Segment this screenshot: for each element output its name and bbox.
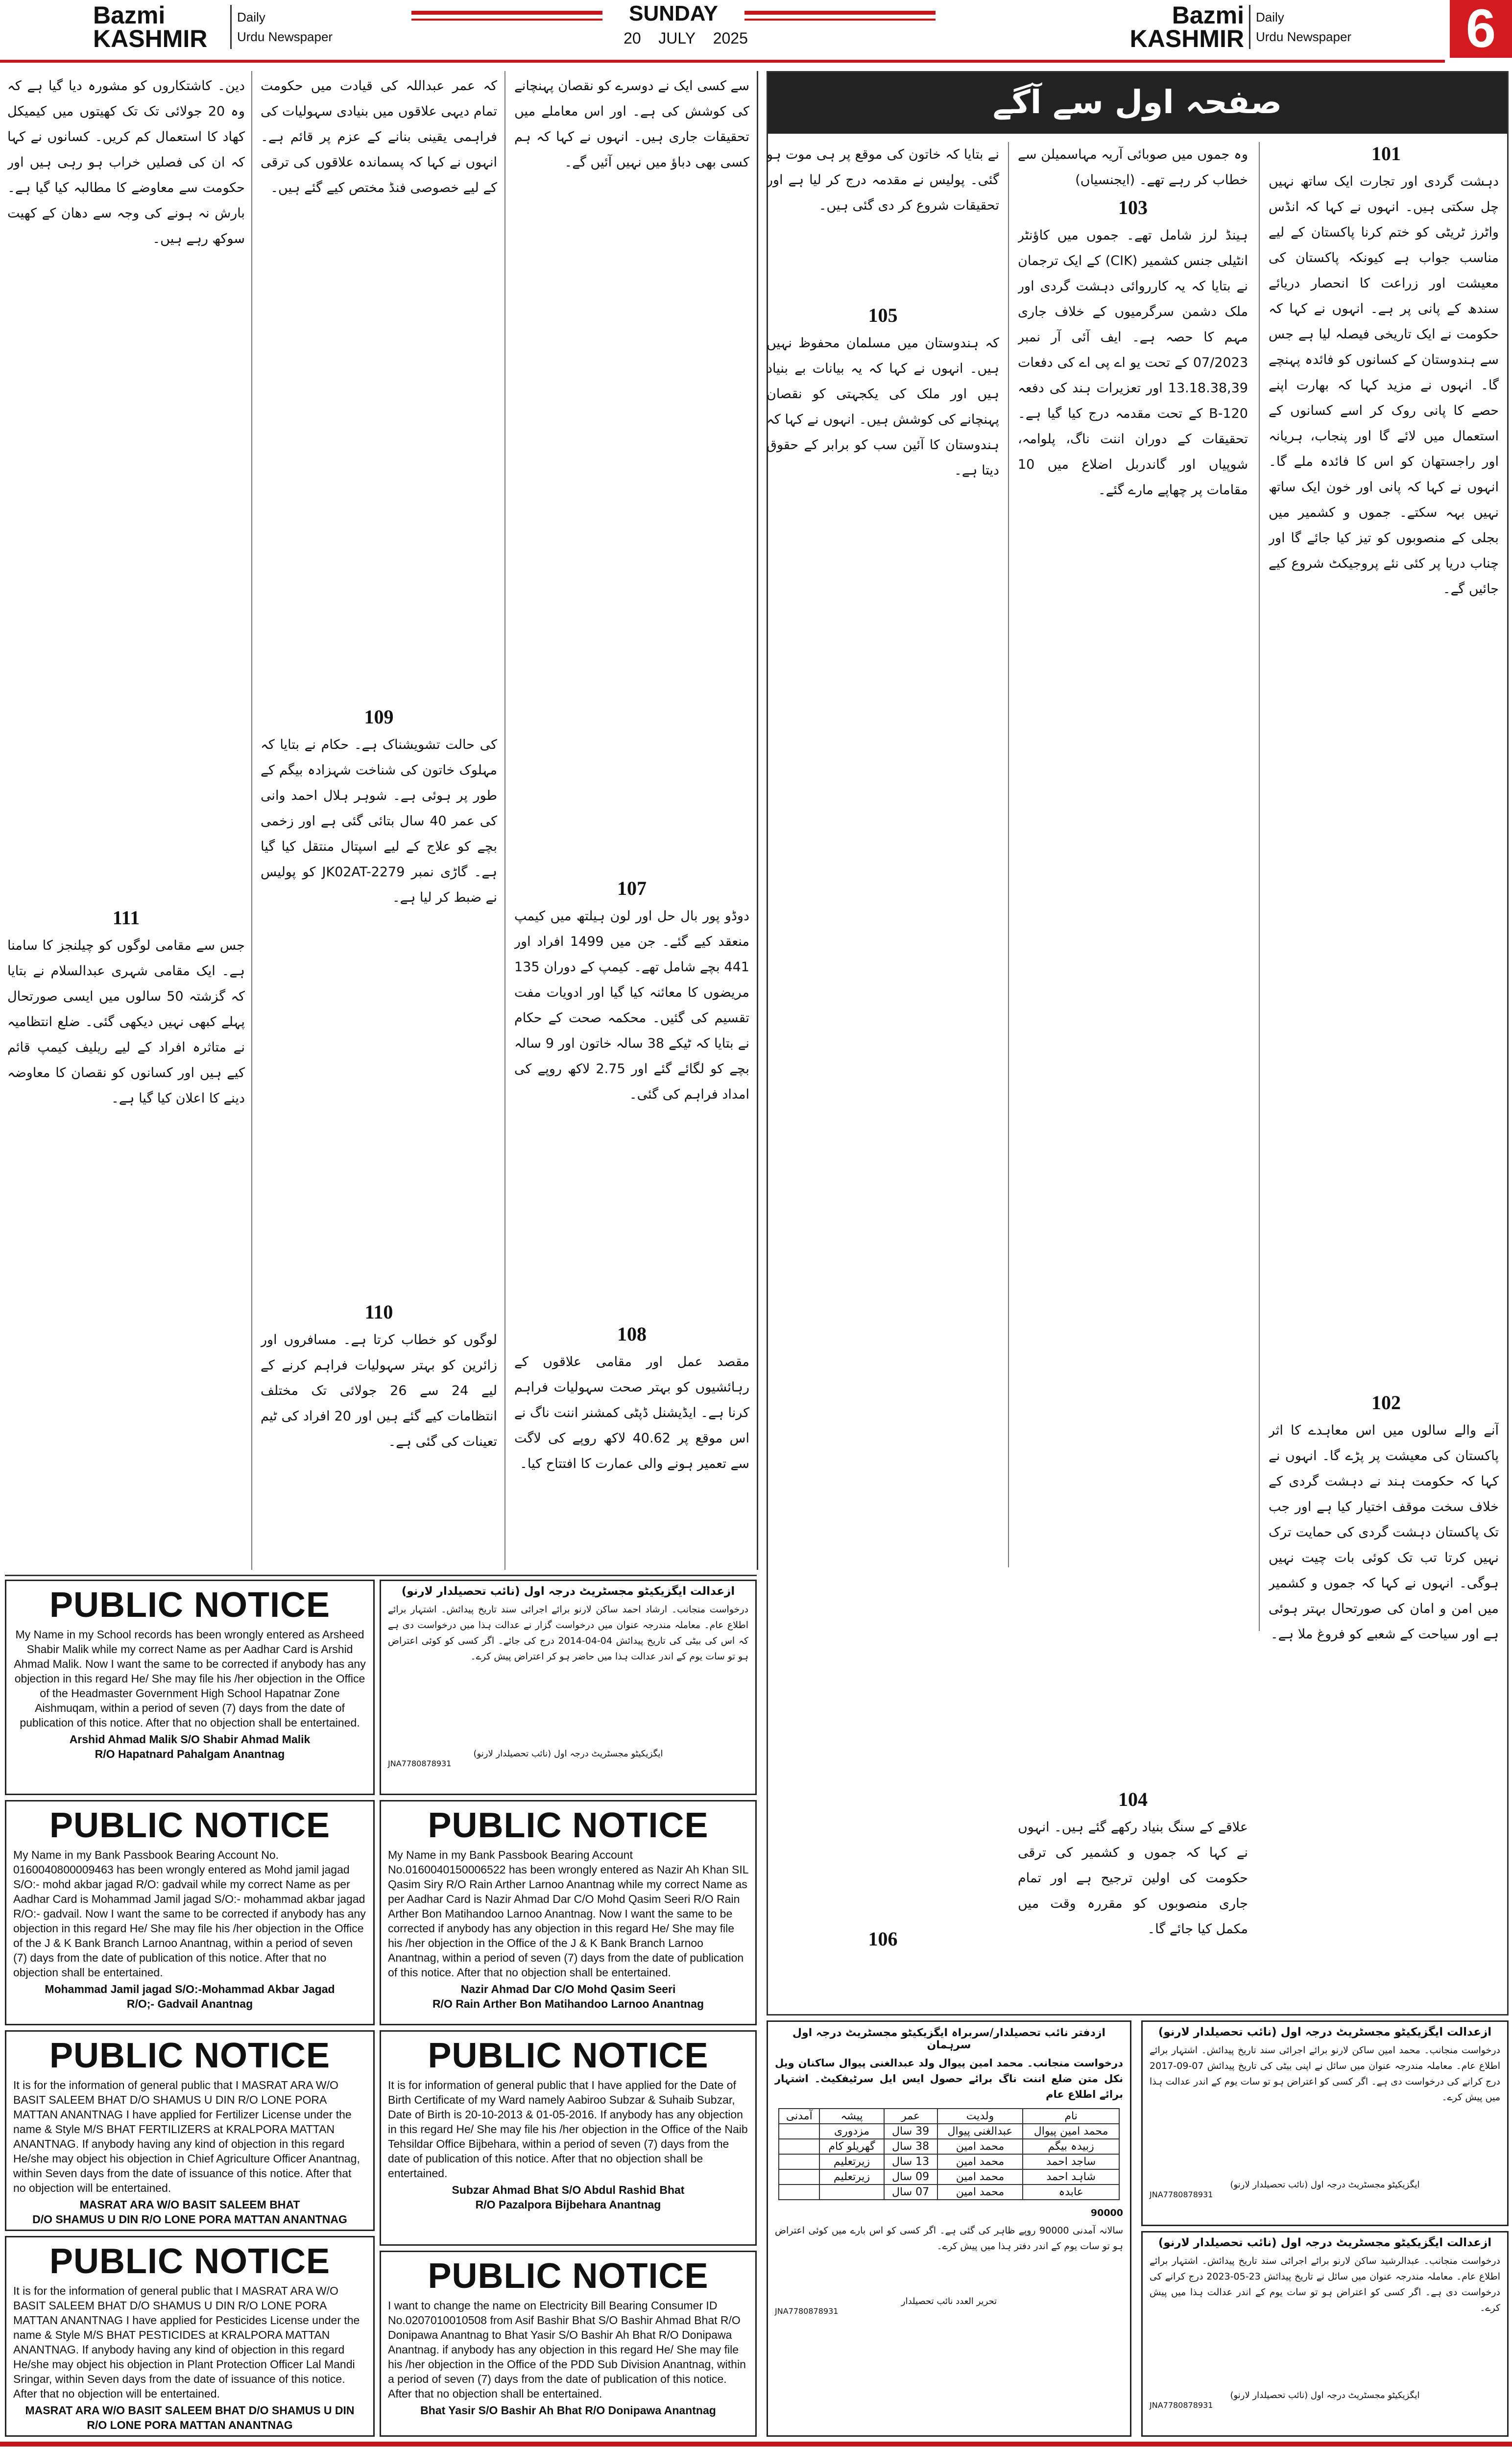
masthead-rule	[0, 60, 1445, 63]
table-cell: گھریلو کام	[819, 2139, 884, 2154]
table-cell: زبیدہ بیگم	[1023, 2139, 1119, 2154]
table-cell: محمد امین	[937, 2139, 1023, 2154]
public-notice-signatory: Arshid Ahmad Malik S/O Shabir Ahmad Malik	[69, 1733, 311, 1746]
right-brand-line1: Bazmi	[1172, 1, 1244, 29]
story-109-text: کی حالت تشویشناک ہے۔ حکام نے بتایا کہ مہلوک خاتون کی شناخت شہزادہ بیگم کے طور پر ہوئی ہے۔ شوہر ہلال احمد وانی کی عمر 40 سال بتائی گئی ہے اور زخمی بچے کو علاج کے لیے اسپتال منتقل کیا گیا ہے۔ گاڑی نمبر JK02AT-2279 کو پولیس نے ضبط کر لیا ہے۔	[261, 737, 497, 905]
right-tag-daily: Daily	[1256, 10, 1284, 24]
story-103-lead: وہ جموں میں صوبائی آریہ مہاسمیلن سے خطاب کر رہے تھے۔ (ایجنسیاں)	[1018, 147, 1248, 188]
masthead-left-bar	[411, 11, 602, 15]
left-brand-line1: Bazmi	[93, 1, 166, 29]
court-notice-body: درخواست منجانب۔ عبدالرشید ساکن لارنو برائے اجرائی سند تاریخ پیدائش۔ اشتہار برائے اطلاع عام۔ معاملہ مندرجہ عنوان میں سائل نے تاریخ پیدائش 23-05-2023 درج کرانے کی درخواست دی ہے۔ اگر کسی کو اعتراض ہو تو سات یوم کے اندر عدالت ہذا میں پیش کرے۔	[1150, 2256, 1500, 2313]
left-brand-divider	[230, 5, 232, 49]
table-row	[779, 2139, 1119, 2154]
day-label: SUNDAY	[629, 1, 718, 25]
public-notice-signatory: MASRAT ARA W/O BASIT SALEEM BHAT	[79, 2198, 300, 2211]
date-month: JULY	[658, 29, 696, 47]
court-notice-code: JNA7780878931	[1150, 2401, 1213, 2410]
court-notice-1	[380, 1580, 757, 1795]
story-number-105: 105	[868, 304, 898, 326]
court-notice-footer: تحریر العدد نائب تحصیلدار	[901, 2296, 997, 2306]
column-rule	[757, 71, 758, 1570]
public-notice-body: My Name in my Bank Passbook Bearing Account No. 0160040800009463 has been wrongly entered as Mohd jamil jagad S/O:- mohd akbar jagad R/O: gadvail while my correct Name as per Aadhar Card is Mohammad Jamil jagad S/O:- mohammad akbar jagad R/O:- gadvail. Now I want the same to be corrected if anybody has any objection in this regard He/ She may file his /her objection in the Office of the J & K Bank Branch Larnoo Anantnag, within a period of seven (7) days from the date of publication of this notice. After that no objection shall be entertained.	[13, 1849, 366, 1979]
table-cell: شاہد احمد	[1023, 2169, 1119, 2185]
court-notice-body: درخواست منجانب۔ ارشاد احمد ساکن لارنو برائے اجرائی سند تاریخ پیدائش۔ اشتہار برائے اطلاع عام۔ معاملہ مندرجہ عنوان میں درخواست گزار نے عدالت ہذا میں درخواست دی ہے کہ اس کی بیٹی کی تاریخ پیدائش 04-04-2014 درج کی جائے۔ اگر کسی کو کوئی اعتراض ہو تو سات یوم کے اندر عدالت ہذا میں حاضر ہو کر اعتراض پیش کرے۔	[388, 1604, 748, 1662]
court-notice-subheading: درخواست منجانب۔ محمد امین پیوال ولد عبدالغنی پیوال ساکنان ویل نکل متن ضلع اننت ناگ برائے حصول ایس ایل سرٹیفکیٹ۔ اشتہار برائے اطلاع عام	[775, 2057, 1123, 2100]
public-notice-title: PUBLIC NOTICE	[428, 1806, 709, 1845]
public-notice-address: R/O LONE PORA MATTAN ANANTNAG	[87, 2419, 293, 2431]
public-notice-body: It is for information of general public that I have applied for the Date of Birth Certificate of my Ward namely Aabiroo Subzar & Suhaib Subzar, Date of Birth is 20-10-2013 & 01-05-2016. If anybody has any objection in this regard He/ She may file his /her objection in the Office of the Naib Tehsildar Office Bijbehara, within a period of seven (7) days from the date of publication of this notice. After that no objection shall be entertained.	[388, 2079, 748, 2180]
public-notice-title: PUBLIC NOTICE	[49, 1806, 330, 1845]
story-number-104: 104	[1118, 1788, 1148, 1810]
footer-rule	[0, 2442, 1512, 2447]
public-notice-4	[5, 2236, 375, 2437]
column-rule	[251, 71, 252, 1570]
table-cell: محمد امین	[937, 2185, 1023, 2200]
story-111-text: جس سے مقامی لوگوں کو چیلنجز کا سامنا ہے۔ ایک مقامی شہری عبدالسلام نے بتایا کہ گزشتہ 50 سالوں میں ایسی صورتحال پہلے کبھی نہیں دیکھی گئی۔ ضلع انتظامیہ نے متاثرہ افراد کے لیے ریلیف کیمپ قائم کیے ہیں اور کسانوں کو نقصان کا معاوضہ دینے کا اعلان کیا گیا ہے۔	[7, 938, 245, 1106]
story-number-108: 108	[617, 1323, 647, 1345]
table-cell	[819, 2185, 884, 2200]
court-notice-income	[775, 2205, 1123, 2221]
masthead-right-bar	[744, 11, 936, 15]
public-notice-address: R/O;- Gadvail Anantnag	[126, 1997, 253, 2010]
public-notice-title: PUBLIC NOTICE	[49, 1585, 330, 1625]
table-cell: 38 سال	[884, 2139, 937, 2154]
public-notice-signatory: Mohammad Jamil jagad S/O:-Mohammad Akbar Jagad	[45, 1983, 335, 1995]
public-notice-body: It is for the information of general public that I MASRAT ARA W/O BASIT SALEEM BHAT D/O SHAMUS U DIN R/O LONE PORA MATTAN ANANTNAG I have applied for Pesticides License under the name & Style M/S BHAT PESTICIDES at KRALPORA MATTAN ANANTNAG. If anybody having any kind of objection in this regard He/she may object his objection in Plant Protection Officer Lal Mandi Sringar, within Seven days from the date of issuance of this notice. After that no objection will be entertained.	[13, 2284, 360, 2400]
table-header-cell: پیشہ	[819, 2109, 884, 2124]
public-notice-title: PUBLIC NOTICE	[49, 2242, 330, 2281]
section-banner: صفحہ اول سے آگے	[768, 71, 1507, 134]
public-notice-body: It is for the information of general public that I MASRAT ARA W/O BASIT SALEEM BHAT D/O SHAMUS U DIN R/O LONE PORA MATTAN ANANTNAG I have applied for Fertilizer License under the name & Style M/S BHAT FERTILIZERS at KRALPORA MATTAN ANANTNAG. If anybody having any kind of objection in this regard He/she may object his objection in Chief Agriculture Officer Anantnag, within Seven days from the date of issuance of this notice. After that no objection will be entertained.	[13, 2079, 360, 2194]
court-notice-footer: ایگزیکیٹو مجسٹریٹ درجہ اول (نائب تحصیلدار لارنو)	[1230, 2180, 1420, 2190]
court-notice-code: JNA7780878931	[775, 2306, 839, 2316]
left-tag-daily: Daily	[237, 10, 265, 24]
story-101-text: دہشت گردی اور تجارت ایک ساتھ نہیں چل سکتی ہیں۔ انہوں نے کہا کہ انڈس واٹرز ٹریٹی کو ختم کرنا پاکستان کے لیے مناسب جواب ہے کیونکہ پاکستان کی معیشت اور زراعت کا انحصار دریائے سندھ کے پانی پر ہے۔ انہوں نے کہا کہ حکومت نے ایک تاریخی فیصلہ لیا ہے جس سے ہندوستان کے کسانوں کو فائدہ پہنچے گا۔ انہوں نے مزید کہا کہ بھارت اپنے حصے کا پانی روک کر اسے کسانوں کے استعمال میں لائے گا اور پنجاب، ہریانہ اور راجستھان کو اس کا فائدہ ملے گا۔ انہوں نے کہا کہ پانی اور خون ایک ساتھ نہیں بہہ سکتے۔ جموں و کشمیر میں بجلی کے منصوبوں کو تیز کیا جائے گا اور چناب دریا پر کئی نئے پروجیکٹ شروع کیے جائیں گے۔	[1269, 174, 1499, 597]
public-notice-signatory: Subzar Ahmad Bhat S/O Abdul Rashid Bhat	[452, 2184, 685, 2196]
table-cell: محمد امین	[937, 2154, 1023, 2169]
story-number-101: 101	[1371, 143, 1401, 165]
court-notice-body: درخواست منجانب۔ محمد امین ساکن لارنو برائے اجرائی سند تاریخ پیدائش۔ اشتہار برائے اطلاع عام۔ معاملہ مندرجہ عنوان میں سائل نے اپنی بیٹی کی تاریخ پیدائش 07-09-2017 درج کرانے کی درخواست دی ہے۔ اگر کسی کو اعتراض ہو تو سات یوم کے اندر عدالت ہذا میں پیش کرے۔	[1150, 2045, 1500, 2103]
court-notice-footer: ایگزیکیٹو مجسٹریٹ درجہ اول (نائب تحصیلدار لارنو)	[1230, 2390, 1420, 2401]
table-header-row	[779, 2109, 1119, 2124]
public-notice-2	[5, 1800, 375, 2025]
story-105-text: کہ ہندوستان میں مسلمان محفوظ نہیں ہیں۔ انہوں نے کہا کہ یہ بیانات بے بنیاد ہیں اور ملک کی یکجہتی کو نقصان پہنچانے کی کوشش ہیں۔ انہوں نے کہا کہ ہندوستان کا آئین سب کو برابر کے حقوق دیتا ہے۔	[767, 336, 999, 478]
table-cell	[779, 2185, 819, 2200]
public-notice-title: PUBLIC NOTICE	[428, 2257, 709, 2296]
table-cell: عابدہ	[1023, 2185, 1119, 2200]
court-notice-3	[1141, 2231, 1509, 2437]
public-notice-body: My Name in my School records has been wrongly entered as Arsheed Shabir Malik while my correct Name as per Aadhar Card is Arshid Ahmad Malik. Now I want the same to be corrected if anybody has any objection in this regard He/ She may file his /her objection in the Office of the Headmaster Government High School Hapatnar Zone Aishmuqam, within a period of seven (7) days from the date of publication of this notice. After that no objection shall be entertained.	[14, 1628, 366, 1729]
public-notice-1	[5, 1580, 375, 1795]
income-value: 90000	[1090, 2208, 1123, 2218]
date-label	[607, 29, 764, 48]
table-cell: مزدوری	[819, 2124, 884, 2139]
story-number-106: 106	[868, 1928, 898, 1950]
public-notice-7	[380, 2251, 757, 2437]
masthead-left-bar2	[411, 19, 602, 21]
court-notice-heading: ازعدالت ایگزیکیٹو مجسٹریٹ درجہ اول (نائب تحصیلدار لارنو)	[1158, 2026, 1492, 2039]
public-notice-title: PUBLIC NOTICE	[428, 2036, 709, 2075]
table-cell: زیرتعلیم	[819, 2169, 884, 2185]
story-number-107: 107	[617, 877, 647, 899]
court-notice-footer: ایگزیکیٹو مجسٹریٹ درجہ اول (نائب تحصیلدار لارنو)	[473, 1749, 663, 1759]
left-brand-line2: KASHMIR	[93, 25, 208, 52]
story-number-109: 109	[364, 706, 394, 728]
table-header-cell: عمر	[884, 2109, 937, 2124]
table-row	[779, 2185, 1119, 2200]
date-year: 2025	[713, 29, 748, 47]
table-cell: 07 سال	[884, 2185, 937, 2200]
table-cell	[779, 2169, 819, 2185]
table-cell: 13 سال	[884, 2154, 937, 2169]
col4-lead-text: سے کسی ایک نے دوسرے کو نقصان پہنچانے کی کوشش کی ہے۔ اور اس معاملے میں تحقیقات جاری ہیں۔ انہوں نے کہا کہ ہم کسی بھی دباؤ میں نہیں آئیں گے۔	[514, 78, 749, 170]
ads-top-rule	[5, 1575, 757, 1576]
table-cell	[779, 2124, 819, 2139]
story-107-text: دوڈو پور بال حل اور لون ہیلتھ میں کیمپ منعقد کیے گئے۔ جن میں 1499 افراد اور 441 بچے شامل تھے۔ کیمپ کے دوران 135 مریضوں کا معائنہ کیا گیا اور ادویات مفت تقسیم کی گئیں۔ محکمہ صحت کے حکام نے بتایا کہ ٹیکے 38 سالہ خاتون اور 9 سالہ بچے کو لگائے گئے اور 2.75 لاکھ روپے کی امداد فراہم کی گئی۔	[514, 909, 749, 1102]
table-header-cell: ولدیت	[937, 2109, 1023, 2124]
right-brand-line2: KASHMIR	[1129, 25, 1244, 52]
table-cell: محمد امین	[937, 2169, 1023, 2185]
court-notice-slc	[767, 2020, 1131, 2437]
public-notice-address: R/O Hapatnard Pahalgam Anantnag	[95, 1748, 285, 1760]
story-number-111: 111	[112, 907, 140, 929]
public-notice-address: D/O SHAMUS U DIN R/O LONE PORA MATTAN ANANTNAG	[32, 2213, 347, 2226]
masthead	[0, 0, 1512, 58]
public-notice-body: I want to change the name on Electricity Bill Bearing Consumer ID No.0207010010508 from Asif Bashir Bhat S/O Bashir Ahmad Bhat R/O Donipawa Anantnag to Bhat Yasir S/O Bashir Ah Bhat R/O Donipawa Anantnag. if anybody has any objection in this regard He/ She may file his /her objection in the Office of the PDD Sub Division Anantnag, within a period of seven (7) days from the date of publication of this notice. After that no objection shall be entertained.	[388, 2299, 746, 2400]
public-notice-5	[380, 1800, 757, 2025]
court-notice-heading: ازعدالت ایگزیکیٹو مجسٹریٹ درجہ اول (نائب تحصیلدار لارنو)	[401, 1585, 735, 1598]
story-104-text: علاقے کے سنگ بنیاد رکھے گئے ہیں۔ انہوں نے کہا کہ جموں و کشمیر کی ترقی حکومت کی اولین ترجیح ہے اور تمام جاری منصوبوں کو مقررہ وقت میں مکمل کیا جائے گا۔	[1018, 1820, 1248, 1937]
family-members-table	[778, 2108, 1120, 2200]
public-notice-title: PUBLIC NOTICE	[49, 2036, 330, 2075]
public-notice-signatory: Nazir Ahmad Dar C/O Mohd Qasim Seeri	[460, 1983, 676, 1995]
story-number-103: 103	[1118, 196, 1148, 218]
story-number-110: 110	[364, 1301, 393, 1323]
story-102-text: آنے والے سالوں میں اس معاہدے کا اثر پاکستان کی معیشت پر پڑے گا۔ انہوں نے کہا کہ حکومت ہند نے دہشت گردی کے خلاف سخت موقف اختیار کیا ہے اور جب تک پاکستان دہشت گردی کی حمایت ترک نہیں کرتا تب تک کوئی بات چیت نہیں ہوگی۔ انہوں نے کہا کہ جموں و کشمیر میں امن و امان کی صورتحال بہتر ہوئی ہے اور سیاحت کے شعبے کو فروغ ملا ہے۔	[1269, 1423, 1499, 1642]
column-rule	[504, 71, 505, 1570]
table-cell	[779, 2154, 819, 2169]
table-cell: زیرتعلیم	[819, 2154, 884, 2169]
story-108-text: مقصد عمل اور مقامی علاقوں کے رہائشیوں کو بہتر صحت سہولیات فراہم کرنا ہے۔ ایڈیشنل ڈپٹی کمشنر اننت ناگ نے اس موقع پر 40.62 لاکھ روپے کی لاگت سے تعمیر ہونے والی عمارت کا افتتاح کیا۔	[514, 1354, 749, 1471]
table-cell	[779, 2139, 819, 2154]
right-tag-urdu: Urdu Newspaper	[1256, 29, 1352, 44]
story-103-text: ہینڈ لرز شامل تھے۔ جموں میں کاؤنٹر انٹیلی جنس کشمیر (CIK) کے ایک ترجمان نے بتایا کہ یہ کارروائی دہشت گردی اور ملک دشمن سرگرمیوں کے خلاف جاری مہم کا حصہ ہے۔ ایف آئی آر نمبر 07/2023 کے تحت یو اے پی اے کی دفعات 13.18.38,39 اور تعزیرات ہند کی دفعہ 120-B کے تحت مقدمہ درج کیا گیا ہے۔ تحقیقات کے دوران اننت ناگ، پلوامہ، شوپیاں اور گاندربل اضلاع میں 10 مقامات پر چھاپے مارے گئے۔	[1018, 228, 1248, 498]
left-tag-urdu: Urdu Newspaper	[237, 29, 333, 44]
table-row	[779, 2124, 1119, 2139]
court-notice-2	[1141, 2020, 1509, 2226]
court-notice-body: سالانہ آمدنی 90000 روپے ظاہر کی گئی ہے۔ اگر کسی کو اس بارے میں کوئی اعتراض ہو تو سات یوم کے اندر دفتر ہذا میں پیش کرے۔	[775, 2225, 1123, 2252]
story-110-text: لوگوں کو خطاب کرتا ہے۔ مسافروں اور زائرین کو بہتر سہولیات فراہم کرنے کے لیے 24 سے 26 جولائی تک مختلف انتظامات کیے گئے ہیں اور 20 افراد کی ٹیم تعینات کی گئی ہے۔	[261, 1332, 497, 1449]
public-notice-address: R/O Rain Arther Bon Matihandoo Larnoo Anantnag	[432, 1997, 704, 2010]
public-notice-6	[380, 2030, 757, 2246]
story-106-lead: نے بتایا کہ خاتون کی موقع پر ہی موت ہو گئی۔ پولیس نے مقدمہ درج کر لیا ہے اور تحقیقات شروع کر دی گئی ہیں۔	[767, 147, 999, 213]
col6-lead-text: دین۔ کاشتکاروں کو مشورہ دیا گیا ہے کہ وہ 20 جولائی تک تک کھیتوں میں کیمیکل کھاد کا استعمال کم کریں۔ کسانوں نے کہا کہ ان کی فصلیں خراب ہو رہی ہیں اور حکومت سے معاوضے کا مطالبہ کیا گیا ہے۔ بارش نہ ہونے کی وجہ سے دھان کے کھیت سوکھ رہے ہیں۔	[7, 78, 245, 246]
public-notice-signatory: MASRAT ARA W/O BASIT SALEEM BHAT D/O SHAMUS U DIN	[25, 2404, 355, 2417]
court-notice-heading: ازعدالت ایگزیکیٹو مجسٹریٹ درجہ اول (نائب تحصیلدار لارنو)	[1158, 2236, 1492, 2249]
table-header-cell: نام	[1023, 2109, 1119, 2124]
masthead-right-bar2	[744, 19, 936, 21]
public-notice-signatory: Bhat Yasir S/O Bashir Ah Bhat R/O Donipawa Anantnag	[420, 2404, 716, 2417]
table-cell: 39 سال	[884, 2124, 937, 2139]
public-notice-3	[5, 2030, 375, 2231]
court-notice-code: JNA7780878931	[1150, 2190, 1213, 2199]
table-cell: محمد امین پیوال	[1023, 2124, 1119, 2139]
table-header-cell: آمدنی	[779, 2109, 819, 2124]
court-notice-heading: ازدفتر نائب تحصیلدار/سربراہ ایگزیکیٹو مجسٹریٹ درجہ اول سرہمان	[792, 2027, 1106, 2051]
table-row	[779, 2154, 1119, 2169]
right-brand-divider	[1249, 5, 1250, 49]
date-day: 20	[624, 29, 641, 47]
table-row	[779, 2169, 1119, 2185]
court-notice-code: JNA7780878931	[388, 1759, 452, 1768]
table-cell: ساجد احمد	[1023, 2154, 1119, 2169]
table-cell: عبدالغنی پیوال	[937, 2124, 1023, 2139]
public-notice-address: R/O Pazalpora Bijbehara Anantnag	[475, 2198, 661, 2211]
table-cell: 09 سال	[884, 2169, 937, 2185]
story-number-102: 102	[1371, 1392, 1401, 1414]
page-number-badge: 6	[1450, 0, 1512, 58]
col5-lead-text: کہ عمر عبداللہ کی قیادت میں حکومت تمام دیہی علاقوں میں بنیادی سہولیات کی فراہمی یقینی بنانے کے عزم پر قائم ہے۔ انہوں نے کہا کہ پسماندہ علاقوں کی ترقی کے لیے خصوصی فنڈ مختص کیے گئے ہیں۔	[261, 78, 497, 195]
public-notice-body: My Name in my Bank Passbook Bearing Account No.0160040150006522 has been wrongly entered as Nazir Ah Khan SIL Qasim Siry R/O Rain Arther Larnoo Anantnag while my correct Name as per Aadhar Card is Nazir Ahmad Dar C/O Mohd Qasim Seeri R/O Rain Arther Bon Matihandoo Larnoo Anantnag. Now I want the same to be corrected if anybody has any objection in this regard He/ She may file his /her objection in the Office of the J & K Bank Branch Larnoo Anantnag, within a period of seven (7) days from the date of publication of this notice. After that no objection shall be entertained.	[388, 1849, 748, 1979]
